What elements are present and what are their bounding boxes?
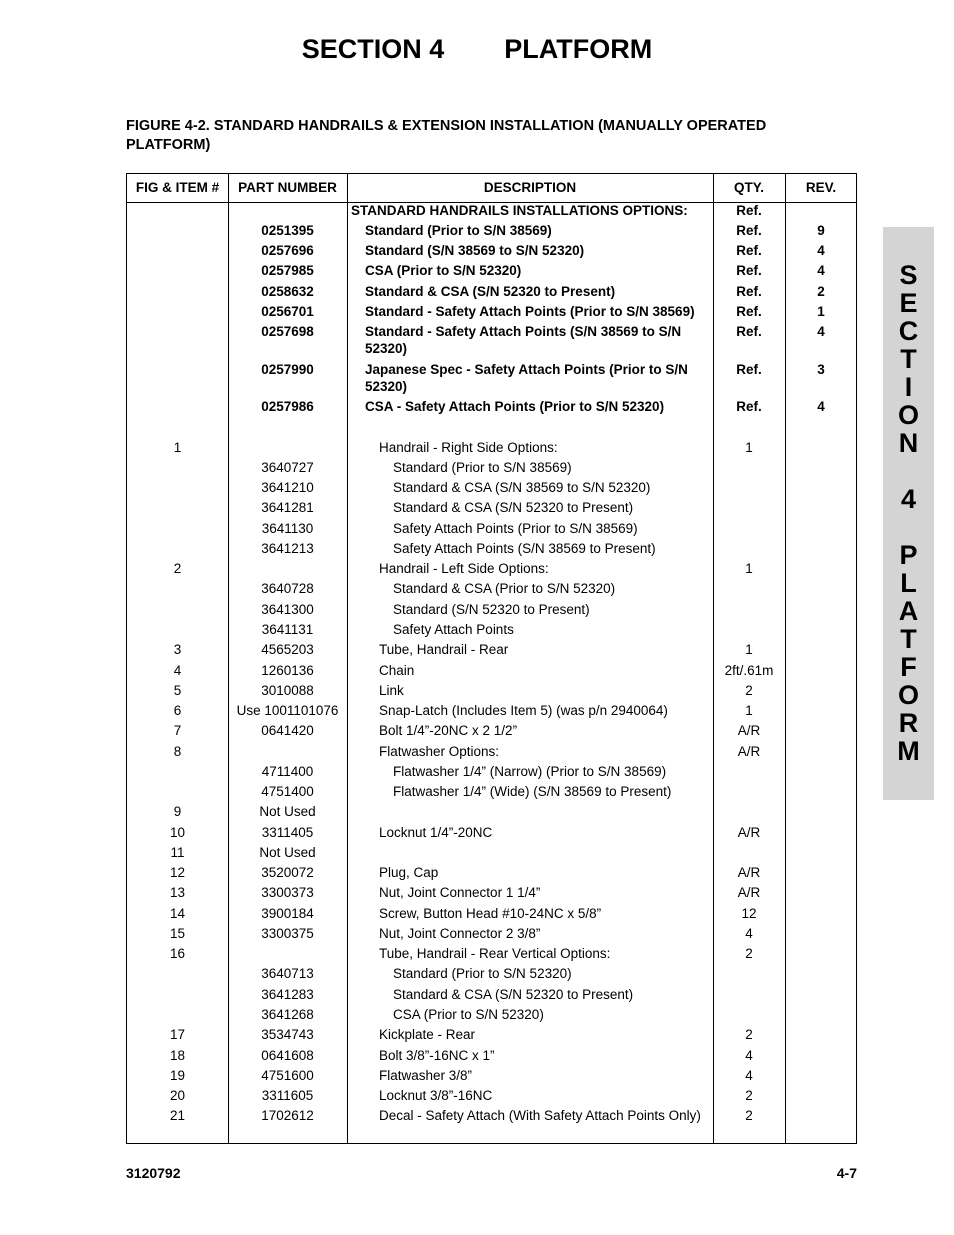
parts-table [126, 173, 857, 1144]
rev-cell: 4 [817, 324, 825, 339]
description-cell: Bolt 3/8”-16NC x 1” [379, 1048, 495, 1063]
rev-cell: 1 [817, 304, 825, 319]
part-number-cell: 3641283 [261, 987, 314, 1002]
part-number-cell: 3300373 [261, 885, 314, 900]
side-tab-letter [883, 513, 934, 541]
description-cell: Kickplate - Rear [379, 1027, 476, 1042]
side-tab-letter: S [899, 260, 918, 290]
description-cell: Safety Attach Points [393, 622, 514, 637]
part-number-cell: 0251395 [261, 223, 314, 238]
part-number-cell: Not Used [259, 845, 316, 860]
fig-item-cell: 3 [173, 642, 182, 657]
side-tab-letter: M [897, 736, 920, 766]
description-cell: Standard & CSA (S/N 38569 to S/N 52320) [393, 480, 651, 495]
fig-item-cell: 9 [173, 804, 182, 819]
qty-cell: A/R [737, 744, 761, 759]
description-cell: Standard & CSA (S/N 52320 to Present) [393, 987, 634, 1002]
fig-item-cell: 5 [173, 683, 182, 698]
section-label: SECTION 4 [301, 34, 445, 64]
part-number-cell: 3640727 [261, 460, 314, 475]
part-number-cell: 0257985 [261, 263, 314, 278]
description-cell: STANDARD HANDRAILS INSTALLATIONS OPTIONS: [351, 203, 688, 218]
part-number-cell: 0257698 [261, 324, 314, 339]
header-rev: REV. [805, 180, 837, 195]
qty-cell: 1 [745, 642, 753, 657]
description-cell: Locknut 1/4”-20NC [379, 825, 493, 840]
part-number-cell: 0258632 [261, 284, 314, 299]
side-tab-letter: I [904, 372, 913, 402]
document-number: 3120792 [126, 1165, 181, 1181]
description-cell: Safety Attach Points (Prior to S/N 38569) [393, 521, 638, 536]
fig-item-cell: 18 [169, 1048, 186, 1063]
part-number-cell: 3641213 [261, 541, 314, 556]
description-cell: Standard & CSA (S/N 52320 to Present) [365, 284, 616, 299]
part-number-cell: 3311605 [261, 1088, 314, 1103]
part-number-cell: Not Used [259, 804, 316, 819]
part-number-cell: 0257986 [261, 399, 314, 414]
fig-item-cell: 10 [169, 825, 186, 840]
qty-cell: 2 [745, 1027, 753, 1042]
description-cell: Standard (Prior to S/N 38569) [365, 223, 552, 238]
header-qty: QTY. [733, 180, 764, 195]
qty-cell: Ref. [736, 203, 762, 218]
description-cell: Japanese Spec - Safety Attach Points (Prior to S/N 52320) [365, 362, 688, 394]
description-cell: Link [379, 683, 404, 698]
qty-cell: Ref. [736, 284, 762, 299]
part-number-cell: 3640728 [261, 581, 314, 596]
qty-cell: 4 [745, 1068, 753, 1083]
side-tab-letter: F [900, 652, 917, 682]
side-tab-letter: N [898, 428, 919, 458]
fig-item-cell: 8 [173, 744, 182, 759]
side-tab-letter: O [897, 680, 919, 710]
description-cell: Handrail - Right Side Options: [379, 440, 558, 455]
description-cell: Flatwasher 1/4” (Wide) (S/N 38569 to Present) [393, 784, 672, 799]
qty-cell: 2 [745, 1088, 753, 1103]
part-number-cell: 3520072 [261, 865, 314, 880]
description-cell: Standard (Prior to S/N 52320) [393, 966, 572, 981]
qty-cell: 12 [741, 906, 757, 921]
description-cell: Standard - Safety Attach Points (S/N 38569 to S/N 52320) [365, 324, 682, 356]
part-number-cell: 3900184 [261, 906, 314, 921]
description-cell: Tube, Handrail - Rear Vertical Options: [379, 946, 611, 961]
description-cell: Chain [379, 663, 415, 678]
part-number-cell: 3641300 [261, 602, 314, 617]
side-tab-letter: 4 [900, 484, 917, 514]
part-number-cell: 3300375 [261, 926, 314, 941]
description-cell: Plug, Cap [379, 865, 439, 880]
fig-item-cell: 20 [169, 1088, 186, 1103]
fig-item-cell: 13 [169, 885, 186, 900]
fig-item-cell: 14 [169, 906, 186, 921]
side-tab-letter: L [900, 568, 917, 598]
part-number-cell: 1260136 [261, 663, 314, 678]
part-number-cell: 4565203 [261, 642, 314, 657]
side-tab-letter: A [898, 596, 919, 626]
fig-item-cell: 21 [169, 1108, 186, 1123]
part-number-cell: 3641268 [261, 1007, 314, 1022]
description-cell: Tube, Handrail - Rear [379, 642, 509, 657]
description-cell: Decal - Safety Attach (With Safety Attach Points Only) [379, 1108, 701, 1123]
qty-cell: 1 [745, 703, 753, 718]
description-cell: Nut, Joint Connector 1 1/4” [379, 885, 541, 900]
fig-item-cell: 12 [169, 865, 186, 880]
description-cell: Standard - Safety Attach Points (Prior to S/N 38569) [365, 304, 695, 319]
part-number-cell: 3534743 [261, 1027, 314, 1042]
part-number-cell: 0257696 [261, 243, 314, 258]
page-title [0, 34, 954, 65]
page-number: 4-7 [836, 1165, 857, 1181]
description-cell: Screw, Button Head #10-24NC x 5/8” [379, 906, 602, 921]
section-side-tab [883, 227, 934, 800]
part-number-cell: 3641281 [261, 500, 314, 515]
qty-cell: 4 [745, 1048, 753, 1063]
part-number-cell: 1702612 [261, 1108, 314, 1123]
qty-cell: 1 [745, 561, 753, 576]
qty-cell: Ref. [736, 243, 762, 258]
rev-cell: 3 [817, 362, 825, 377]
qty-cell: Ref. [736, 223, 762, 238]
part-number-cell: 3640713 [261, 966, 314, 981]
qty-cell: 1 [745, 440, 753, 455]
side-tab-letter: E [899, 288, 918, 318]
side-tab-letters [883, 261, 934, 765]
qty-cell: 2 [745, 683, 753, 698]
fig-item-cell: 17 [169, 1027, 186, 1042]
description-cell: Standard & CSA (S/N 52320 to Present) [393, 500, 634, 515]
header-fig-item: FIG & ITEM # [135, 180, 220, 195]
fig-item-cell: 4 [173, 663, 182, 678]
side-tab-letter: T [900, 624, 917, 654]
description-cell: Standard & CSA (Prior to S/N 52320) [393, 581, 616, 596]
header-part-number: PART NUMBER [238, 180, 337, 195]
qty-cell: Ref. [736, 362, 762, 377]
description-cell: CSA - Safety Attach Points (Prior to S/N 52320) [365, 399, 665, 414]
fig-item-cell: 2 [173, 561, 182, 576]
part-number-cell: 0257990 [261, 362, 314, 377]
description-cell: Flatwasher Options: [379, 744, 500, 759]
description-cell: Standard (S/N 38569 to S/N 52320) [365, 243, 585, 258]
part-number-cell: 3641130 [261, 521, 314, 536]
side-tab-letter: P [899, 540, 918, 570]
qty-cell: 2 [745, 946, 753, 961]
fig-item-cell: 1 [173, 440, 182, 455]
rev-cell: 4 [817, 243, 825, 258]
qty-cell: Ref. [736, 324, 762, 339]
description-cell: Standard (Prior to S/N 38569) [393, 460, 572, 475]
rev-cell: 2 [817, 284, 825, 299]
fig-item-cell: 6 [173, 703, 182, 718]
section-name: PLATFORM [504, 34, 653, 64]
part-number-cell: 0641608 [261, 1048, 314, 1063]
fig-item-cell: 19 [169, 1068, 186, 1083]
description-cell: Standard (S/N 52320 to Present) [393, 602, 590, 617]
qty-cell: 4 [745, 926, 753, 941]
fig-item-cell: 16 [169, 946, 186, 961]
description-cell: Nut, Joint Connector 2 3/8” [379, 926, 541, 941]
part-number-cell: Use 1001101076 [236, 703, 339, 718]
qty-cell: A/R [737, 723, 761, 738]
qty-cell: 2ft/.61m [724, 663, 774, 678]
description-cell: Flatwasher 3/8” [379, 1068, 473, 1083]
rev-cell: 4 [817, 399, 825, 414]
qty-cell: 2 [745, 1108, 753, 1123]
description-cell: Safety Attach Points (S/N 38569 to Present) [393, 541, 656, 556]
description-cell: Locknut 3/8”-16NC [379, 1088, 493, 1103]
fig-item-cell: 7 [173, 723, 182, 738]
description-cell: Flatwasher 1/4” (Narrow) (Prior to S/N 38569) [393, 764, 667, 779]
rev-cell: 4 [817, 263, 825, 278]
part-number-cell: 3641210 [261, 480, 314, 495]
part-number-cell: 3311405 [261, 825, 314, 840]
side-tab-letter [883, 457, 934, 485]
column-divider [347, 174, 348, 1143]
part-number-cell: 4751400 [261, 784, 314, 799]
header-description: DESCRIPTION [483, 180, 577, 195]
qty-cell: Ref. [736, 399, 762, 414]
part-number-cell: 4751600 [261, 1068, 314, 1083]
side-tab-letter: O [897, 400, 919, 430]
qty-cell: A/R [737, 825, 761, 840]
rev-cell: 9 [817, 223, 825, 238]
qty-cell: Ref. [736, 304, 762, 319]
qty-cell: Ref. [736, 263, 762, 278]
part-number-cell: 4711400 [261, 764, 314, 779]
side-tab-letter: R [898, 708, 919, 738]
figure-title: FIGURE 4-2. STANDARD HANDRAILS & EXTENSION INSTALLATION (MANUALLY OPERATED PLATFORM) [126, 118, 767, 153]
description-cell: Snap-Latch (Includes Item 5) (was p/n 2940064) [379, 703, 668, 718]
description-cell: CSA (Prior to S/N 52320) [393, 1007, 544, 1022]
description-cell: Bolt 1/4”-20NC x 2 1/2” [379, 723, 518, 738]
description-cell: Handrail - Left Side Options: [379, 561, 549, 576]
description-cell: CSA (Prior to S/N 52320) [365, 263, 522, 278]
side-tab-letter: C [898, 316, 919, 346]
part-number-cell: 3010088 [261, 683, 314, 698]
fig-item-cell: 15 [169, 926, 186, 941]
part-number-cell: 0641420 [261, 723, 314, 738]
part-number-cell: 3641131 [261, 622, 314, 637]
qty-cell: A/R [737, 865, 761, 880]
part-number-cell: 0256701 [261, 304, 314, 319]
fig-item-cell: 11 [170, 845, 185, 860]
qty-cell: A/R [737, 885, 761, 900]
side-tab-letter: T [900, 344, 917, 374]
